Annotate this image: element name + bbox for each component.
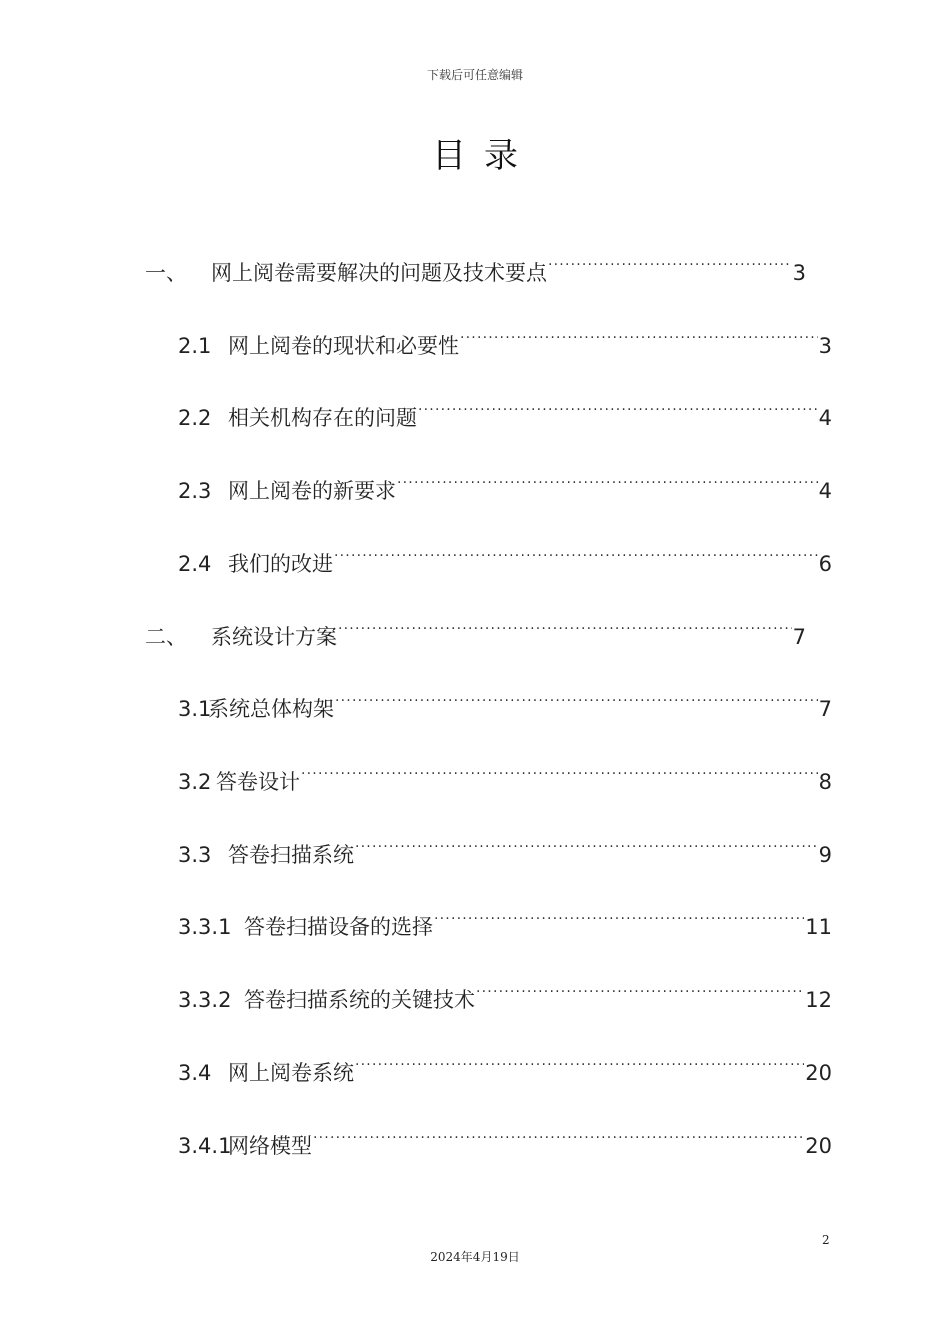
toc-entry-page: 8: [818, 770, 832, 794]
toc-dot-leader: [313, 1125, 804, 1153]
toc-entry-title: 相关机构存在的问题: [228, 406, 417, 430]
toc-entry-page: 7: [818, 697, 832, 721]
toc-entry-page: 4: [818, 406, 832, 430]
toc-dot-leader: [434, 906, 804, 934]
toc-entry-number: 3.1: [178, 697, 212, 721]
toc-entry-title: 我们的改进: [228, 552, 333, 576]
toc-dot-leader: [548, 252, 792, 280]
toc-entry-3-1[interactable]: [178, 688, 832, 723]
toc-entry-page: 11: [805, 915, 832, 939]
toc-entry-3-4[interactable]: [178, 1052, 832, 1087]
toc-entry-page: 4: [818, 479, 832, 503]
toc-entry-title: 网上阅卷的新要求: [228, 479, 396, 503]
toc-entry-3-3[interactable]: [178, 834, 832, 869]
toc-entry-title: 答卷扫描系统: [228, 843, 354, 867]
toc-dot-leader: [397, 470, 818, 498]
toc-entry-page: 12: [805, 988, 832, 1012]
toc-dot-leader: [338, 616, 792, 644]
toc-dot-leader: [334, 543, 818, 571]
toc-entry-title: 答卷扫描设备的选择: [244, 915, 433, 939]
page-number: 2: [822, 1233, 830, 1247]
toc-entry-chapter-1[interactable]: [145, 252, 806, 287]
page-header-note: 下载后可任意编辑: [426, 68, 523, 82]
toc-entry-page: 20: [805, 1061, 832, 1085]
toc-entry-2-2[interactable]: [178, 397, 832, 432]
toc-entry-number: 3.4: [178, 1061, 212, 1085]
toc-entry-page: 20: [805, 1134, 832, 1158]
page-title: 目录: [432, 136, 536, 176]
toc-entry-3-3-1[interactable]: [178, 906, 832, 941]
toc-entry-page: 3: [818, 334, 832, 358]
toc-entry-2-3[interactable]: [178, 470, 832, 505]
toc-entry-number: 2.3: [178, 479, 212, 503]
toc-dot-leader: [476, 979, 804, 1007]
toc-dot-leader: [355, 834, 818, 862]
toc-entry-3-2[interactable]: [178, 761, 832, 796]
toc-entry-3-4-1[interactable]: [178, 1125, 832, 1160]
toc-entry-title: 系统总体构架: [208, 697, 334, 721]
toc-entry-number: 3.3.2: [178, 988, 232, 1012]
toc-dot-leader: [460, 325, 818, 353]
toc-entry-title: 系统设计方案: [211, 625, 337, 649]
toc-entry-2-1[interactable]: [178, 325, 832, 360]
toc-dot-leader: [355, 1052, 804, 1080]
toc-entry-number: 2.2: [178, 406, 212, 430]
toc-dot-leader: [335, 688, 818, 716]
toc-dot-leader: [418, 397, 818, 425]
toc-entry-number: 二、: [145, 625, 187, 649]
toc-entry-number: 3.4.1: [178, 1134, 232, 1158]
toc-entry-title: 答卷设计: [216, 770, 300, 794]
toc-entry-number: 3.2: [178, 770, 212, 794]
toc-entry-number: 3.3: [178, 843, 212, 867]
toc-entry-3-3-2[interactable]: [178, 979, 832, 1014]
toc-entry-title: 网上阅卷系统: [228, 1061, 354, 1085]
toc-dot-leader: [301, 761, 818, 789]
toc-entry-title: 网上阅卷的现状和必要性: [228, 334, 459, 358]
toc-entry-page: 7: [792, 625, 806, 649]
toc-entry-page: 6: [818, 552, 832, 576]
toc-entry-2-4[interactable]: [178, 543, 832, 578]
toc-entry-number: 一、: [145, 261, 187, 285]
footer-date: 2024年4月19日: [430, 1250, 520, 1264]
toc-entry-title: 网上阅卷需要解决的问题及技术要点: [211, 261, 547, 285]
toc-entry-title: 答卷扫描系统的关键技术: [244, 988, 475, 1012]
toc-entry-title: 网络模型: [228, 1134, 312, 1158]
toc-entry-page: 9: [818, 843, 832, 867]
toc-entry-number: 2.1: [178, 334, 212, 358]
toc-entry-page: 3: [792, 261, 806, 285]
toc-entry-number: 3.3.1: [178, 915, 232, 939]
toc-entry-number: 2.4: [178, 552, 212, 576]
toc-entry-chapter-2[interactable]: [145, 616, 806, 651]
